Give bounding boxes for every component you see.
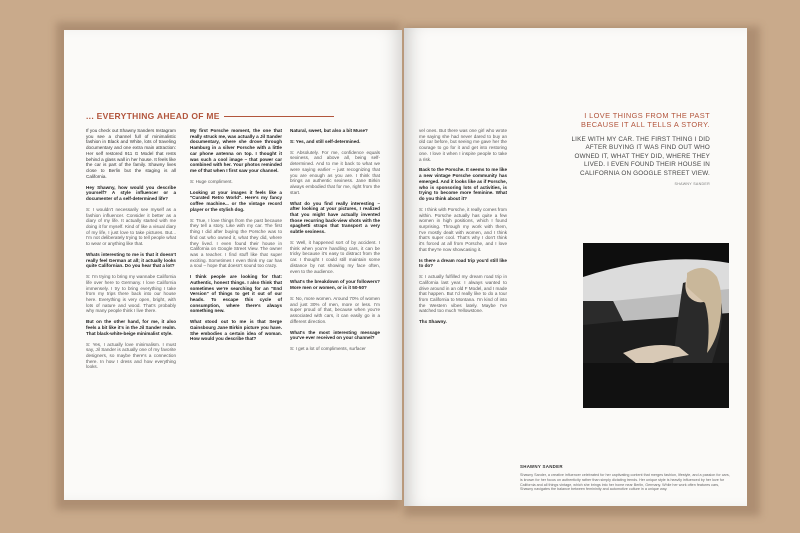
answer: S: I'm trying to bring my wannabe California life over here to Germany. I love California immensely. I try to bring everything I take from my trips there back into our house here. Everything is very open, bright, with lots of nature and wood. That's probably why many people think I live there.	[86, 274, 176, 314]
portrait-photo	[583, 243, 729, 408]
question: What stood out to me is that Serge Gainsbourg Jane Birkin picture you have. She embodies a certain idea of woman. How would you describe that?	[190, 319, 282, 342]
question: Looking at your images it feels like a "Curated Retro World". Here's my fancy coffee machine... or the vintage record player or the stylish dog.	[190, 189, 282, 212]
answer: S: I get a lot of compliments, surfacer	[290, 346, 366, 352]
pull-quote-text: LIKE WITH MY CAR. THE FIRST THING I DID AFTER BUYING IT WAS FIND OUT WHO OWNED IT, WHAT THEY DID, WHERE THEY LIVED. I EVEN FOUND THEIR HOUSE IN CALIFORNIA ON GOOGLE STREET VIEW.	[571, 136, 710, 177]
answer: S: I actually fulfilled my dream road trip in California last year. I always wanted to drive around in an old F Model, and I made that happen. But I'd really like to do a tour from California to Montana. I'm kind of into the Western vibes lately. Maybe I've watched too much Yellowstone.	[419, 274, 507, 314]
question: I think people are looking for that: Authentic, honest things. I also think that sometimes we're searching for an "End Version" of things to get it out of our heads. To escape this cycle of consumption, where there's always something new.	[190, 274, 282, 314]
headline-rule	[224, 116, 334, 117]
question: Whats interesting to me is that it doesn't really feel German at all; it actually looks quite Californian. Do you hear that a lot?	[86, 251, 176, 269]
text-column-1	[86, 128, 176, 375]
paragraph: If you check out Shawny Sanders Instagram you see a channel full of minimalistic fashion in Black and White, lots of traveling documentary and one extra main attraction: Her self restored 911 G Model that rests behind a glass wall in her house. It feels like the car is part of the family. Shawny lives close to Berlin but the staging is all California.	[86, 128, 176, 179]
question: Hey Shawny, how would you describe yourself? A style influencer or a documenter of a self-determined life?	[86, 184, 176, 201]
answer: S: Well, it happened sort of by accident. I think when you're handling cars, it can be tricky because it's easy to distract from the car. I thought I could still maintain some distance by not showing my face often, even to the audience.	[290, 240, 380, 274]
pull-quote-credit: SHAWNY SANDER	[674, 182, 710, 187]
question: Back to the Porsche. It seems to me like a new vintage Porsche community has emerged. And it looks like as if Porsche, who is sponsoring lots of activities, is trying to become more feminine. What do you think about it?	[419, 167, 507, 201]
answer: S: I wouldn't necessarily see myself as a fashion influencer. Consider it better as a diary of my life. It actually started with me doing it for myself. Kind of like a visual diary of my life, I just love to take pictures. But... I'm not deliberately trying to tell people what to wear or anything like that.	[86, 206, 176, 247]
pull-quote-title-line: BECAUSE IT ALL TELLS A STORY.	[581, 120, 710, 129]
text-column-4	[419, 128, 507, 330]
question: What do you find really interesting – after looking at your pictures, I realized that you might have actually invented those recurring back-view shots with the spaghetti straps that transport a very subtle sexiness.	[290, 200, 380, 235]
question: S: Yes, and still self-determined.	[290, 138, 361, 144]
pull-quote-title-line: I LOVE THINGS FROM THE PAST	[584, 111, 710, 120]
answer: S: Yes, I actually love minimalism. I must say, Jil Sander is actually one of my favorite designers, so maybe there's a connection there. In how I dress and how everything looks.	[86, 341, 176, 370]
question: But on the other hand, for me, it also feels a bit like it's in the Jil Sander realm. That black-white-beige minimalist style.	[86, 319, 176, 336]
bio-text: Shawny Sander, a creative influencer celebrated for her captivating content that merges fashion, lifestyle, and a passion for cars, is known for her focus on authenticity rather than simply dictating trends. Her unique style is heavily influenced by her love for California and all things vintage, which she brings into her home near Berlin, Germany. While her work often features cars, Shawny navigates the balance between femininity and automotive culture in a unique way.	[520, 473, 730, 492]
answer: S: No, more women. Around 70% of women and just 30% of men, more or less. I'm super proud of that, because when you're associated with cars, it can easily go in a different direction.	[290, 296, 380, 324]
text-column-2	[190, 128, 282, 347]
answer: S: Absolutely. For me, confidence equals sexiness, and above all, being self-determined. And to me it back to what we were saying earlier – just recognizing that you are enough as you are. I think that brings an authentic sexiness. Jane Birkin always embodied that for me, right from the start.	[290, 149, 380, 195]
closing-line: Thx Shawny.	[419, 319, 447, 325]
car-portrait-illustration	[583, 243, 729, 408]
question: Natural, sweet, but also a bit Muse?	[290, 128, 368, 133]
question: My first Porsche moment, the one that really struck me, was actually a Jil Sander documentary, where she drove through Hamburg in a silver Porsche with a little car phone antenna on top. I thought it was such a cool image – that power car combined with her. Your photos reminded me of that when I first saw your channel.	[190, 128, 282, 173]
bio-name: SHAWNY SANDER	[520, 464, 563, 469]
text-column-3	[290, 128, 380, 357]
article-headline-text: ... EVERYTHING AHEAD OF ME	[86, 111, 220, 121]
question: Is there a dream road trip you'd still like to do?	[419, 257, 507, 269]
answer: S: I think with Porsche, it really comes from within. Porsche actually has quite a few women in high positions, which I found surprising. Through my work with them, I've mostly dealt with women, and I think that's super cool. That's why I don't think it's forced at all from Porsche, and I love that they're now showcasing it.	[419, 206, 507, 252]
answer: S: True, I love things from the past because they tell a story. Like with my car. The first thing I did after buying the Porsche was to find out who owned it, what they did, where they lived. I even found their house in California on Google Street View. The owner was a teacher. I find stuff like that super exciting. Sometimes I even think my car has a soul – hope that doesn't sound too crazy.	[190, 217, 282, 269]
answer: S: Huge compliment.	[190, 178, 233, 184]
question: What's the most interesting message you've ever received on your channel?	[290, 329, 380, 341]
article-headline	[86, 111, 334, 121]
pull-quote-block	[570, 111, 710, 186]
answer: vel ones. But there was one girl who wrote me saying she had never dared to buy an old car before, but seeing me gave her the courage to go for it and get into restoring one. I love it when I inspire people to take a risk.	[419, 128, 507, 162]
question: What's the breakdown of your followers? More men or women, or is it 50-50?	[290, 279, 380, 291]
pull-quote-title	[570, 111, 710, 129]
